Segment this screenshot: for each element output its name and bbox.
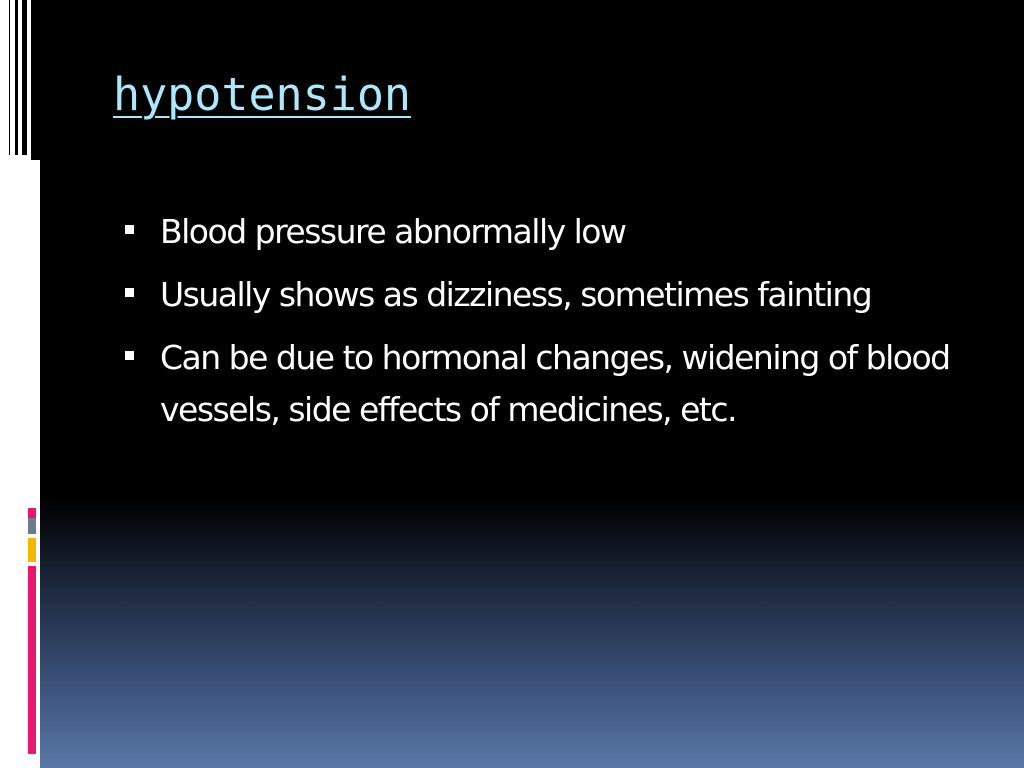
slide-title[interactable]: hypotension	[113, 68, 412, 121]
square-bullet-icon	[125, 351, 134, 360]
bullet-text: Blood pressure abnormally low	[160, 212, 626, 251]
bullet-item	[120, 269, 1000, 321]
accent-yellow	[28, 538, 36, 562]
accent-pink-top	[28, 508, 36, 518]
square-bullet-icon	[125, 225, 134, 234]
bullet-list	[120, 206, 1000, 447]
accent-gray	[28, 518, 36, 534]
bullet-text: Can be due to hormonal changes, widening of blood vessels, side effects of medicines, etc.	[160, 338, 950, 429]
square-bullet-icon	[125, 288, 134, 297]
bullet-item	[120, 332, 1000, 436]
bullet-text: Usually shows as dizziness, sometimes fainting	[160, 275, 872, 314]
accent-pink-bar	[28, 566, 36, 754]
corner-decoration	[0, 0, 42, 160]
bullet-item	[120, 206, 1000, 258]
